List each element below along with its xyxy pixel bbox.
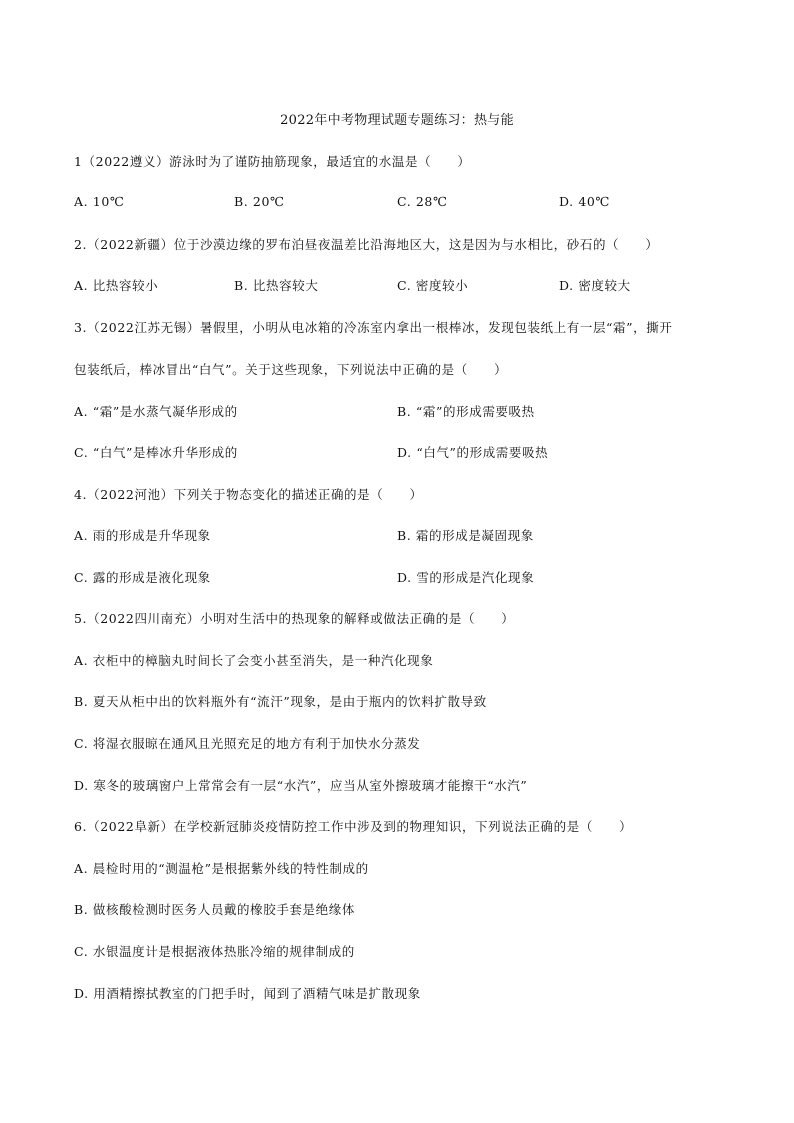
question-6-option-a: A. 晨检时用的“测温枪”是根据紫外线的特性制成的	[74, 861, 369, 876]
question-3-option-a: A. “霜”是水蒸气凝华形成的	[74, 404, 238, 419]
question-5-option-a: A. 衣柜中的樟脑丸时间长了会变小甚至消失，是一种汽化现象	[74, 653, 434, 668]
question-4-option-b: B. 霜的形成是凝固现象	[397, 528, 534, 543]
question-4-option-d: D. 雪的形成是汽化现象	[397, 570, 535, 585]
question-2-option-c: C. 密度较小	[397, 278, 469, 293]
question-5-option-d: D. 寒冬的玻璃窗户上常常会有一层“水汽”，应当从室外擦玻璃才能擦干“水汽”	[74, 778, 528, 793]
question-3-stem-line-1: 3.（2022江苏无锡）暑假里，小明从电冰箱的冷冻室内拿出一根棒冰，发现包装纸上有一层“霜”，撕开	[74, 320, 673, 335]
question-1-option-a: A. 10℃	[74, 194, 125, 209]
question-3-option-d: D. “白气”的形成需要吸热	[397, 445, 549, 460]
question-3-option-c: C. “白气”是棒冰升华形成的	[74, 445, 238, 460]
question-6-option-d: D. 用酒精擦拭教室的门把手时，闻到了酒精气味是扩散现象	[74, 986, 421, 1001]
question-6-stem: 6.（2022阜新）在学校新冠肺炎疫情防控工作中涉及到的物理知识，下列说法正确的是（ ）	[74, 819, 633, 834]
question-2-stem: 2.（2022新疆）位于沙漠边缘的罗布泊昼夜温差比沿海地区大，这是因为与水相比，砂石的（ ）	[74, 237, 659, 252]
question-1-option-d: D. 40℃	[559, 194, 611, 209]
question-5-stem: 5.（2022四川南充）小明对生活中的热现象的解释或做法正确的是（ ）	[74, 611, 515, 626]
question-2-option-d: D. 密度较大	[559, 278, 631, 293]
page-title: 2022年中考物理试题专题练习：热与能	[280, 113, 514, 128]
question-3-option-b: B. “霜”的形成需要吸热	[397, 404, 535, 419]
question-4-stem: 4.（2022河池）下列关于物态变化的描述正确的是（ ）	[74, 487, 423, 502]
question-4-option-a: A. 雨的形成是升华现象	[74, 528, 211, 543]
question-3-stem-line-2: 包装纸后，棒冰冒出“白气”。关于这些现象，下列说法中正确的是（ ）	[74, 362, 508, 377]
question-1-option-c: C. 28℃	[397, 194, 448, 209]
question-6-option-c: C. 水银温度计是根据液体热胀冷缩的规律制成的	[74, 944, 355, 959]
question-5-option-b: B. 夏天从柜中出的饮料瓶外有“流汗”现象，是由于瓶内的饮料扩散导致	[74, 694, 487, 709]
question-1-stem: 1（2022遵义）游泳时为了谨防抽筋现象，最适宜的水温是（ ）	[74, 154, 471, 169]
question-5-option-c: C. 将湿衣服晾在通风且光照充足的地方有利于加快水分蒸发	[74, 736, 421, 751]
question-2-option-b: B. 比热容较大	[234, 278, 319, 293]
question-6-option-b: B. 做核酸检测时医务人员戴的橡胶手套是绝缘体	[74, 902, 355, 917]
question-2-option-a: A. 比热容较小	[74, 278, 159, 293]
question-4-option-c: C. 露的形成是液化现象	[74, 570, 211, 585]
question-1-option-b: B. 20℃	[234, 194, 285, 209]
